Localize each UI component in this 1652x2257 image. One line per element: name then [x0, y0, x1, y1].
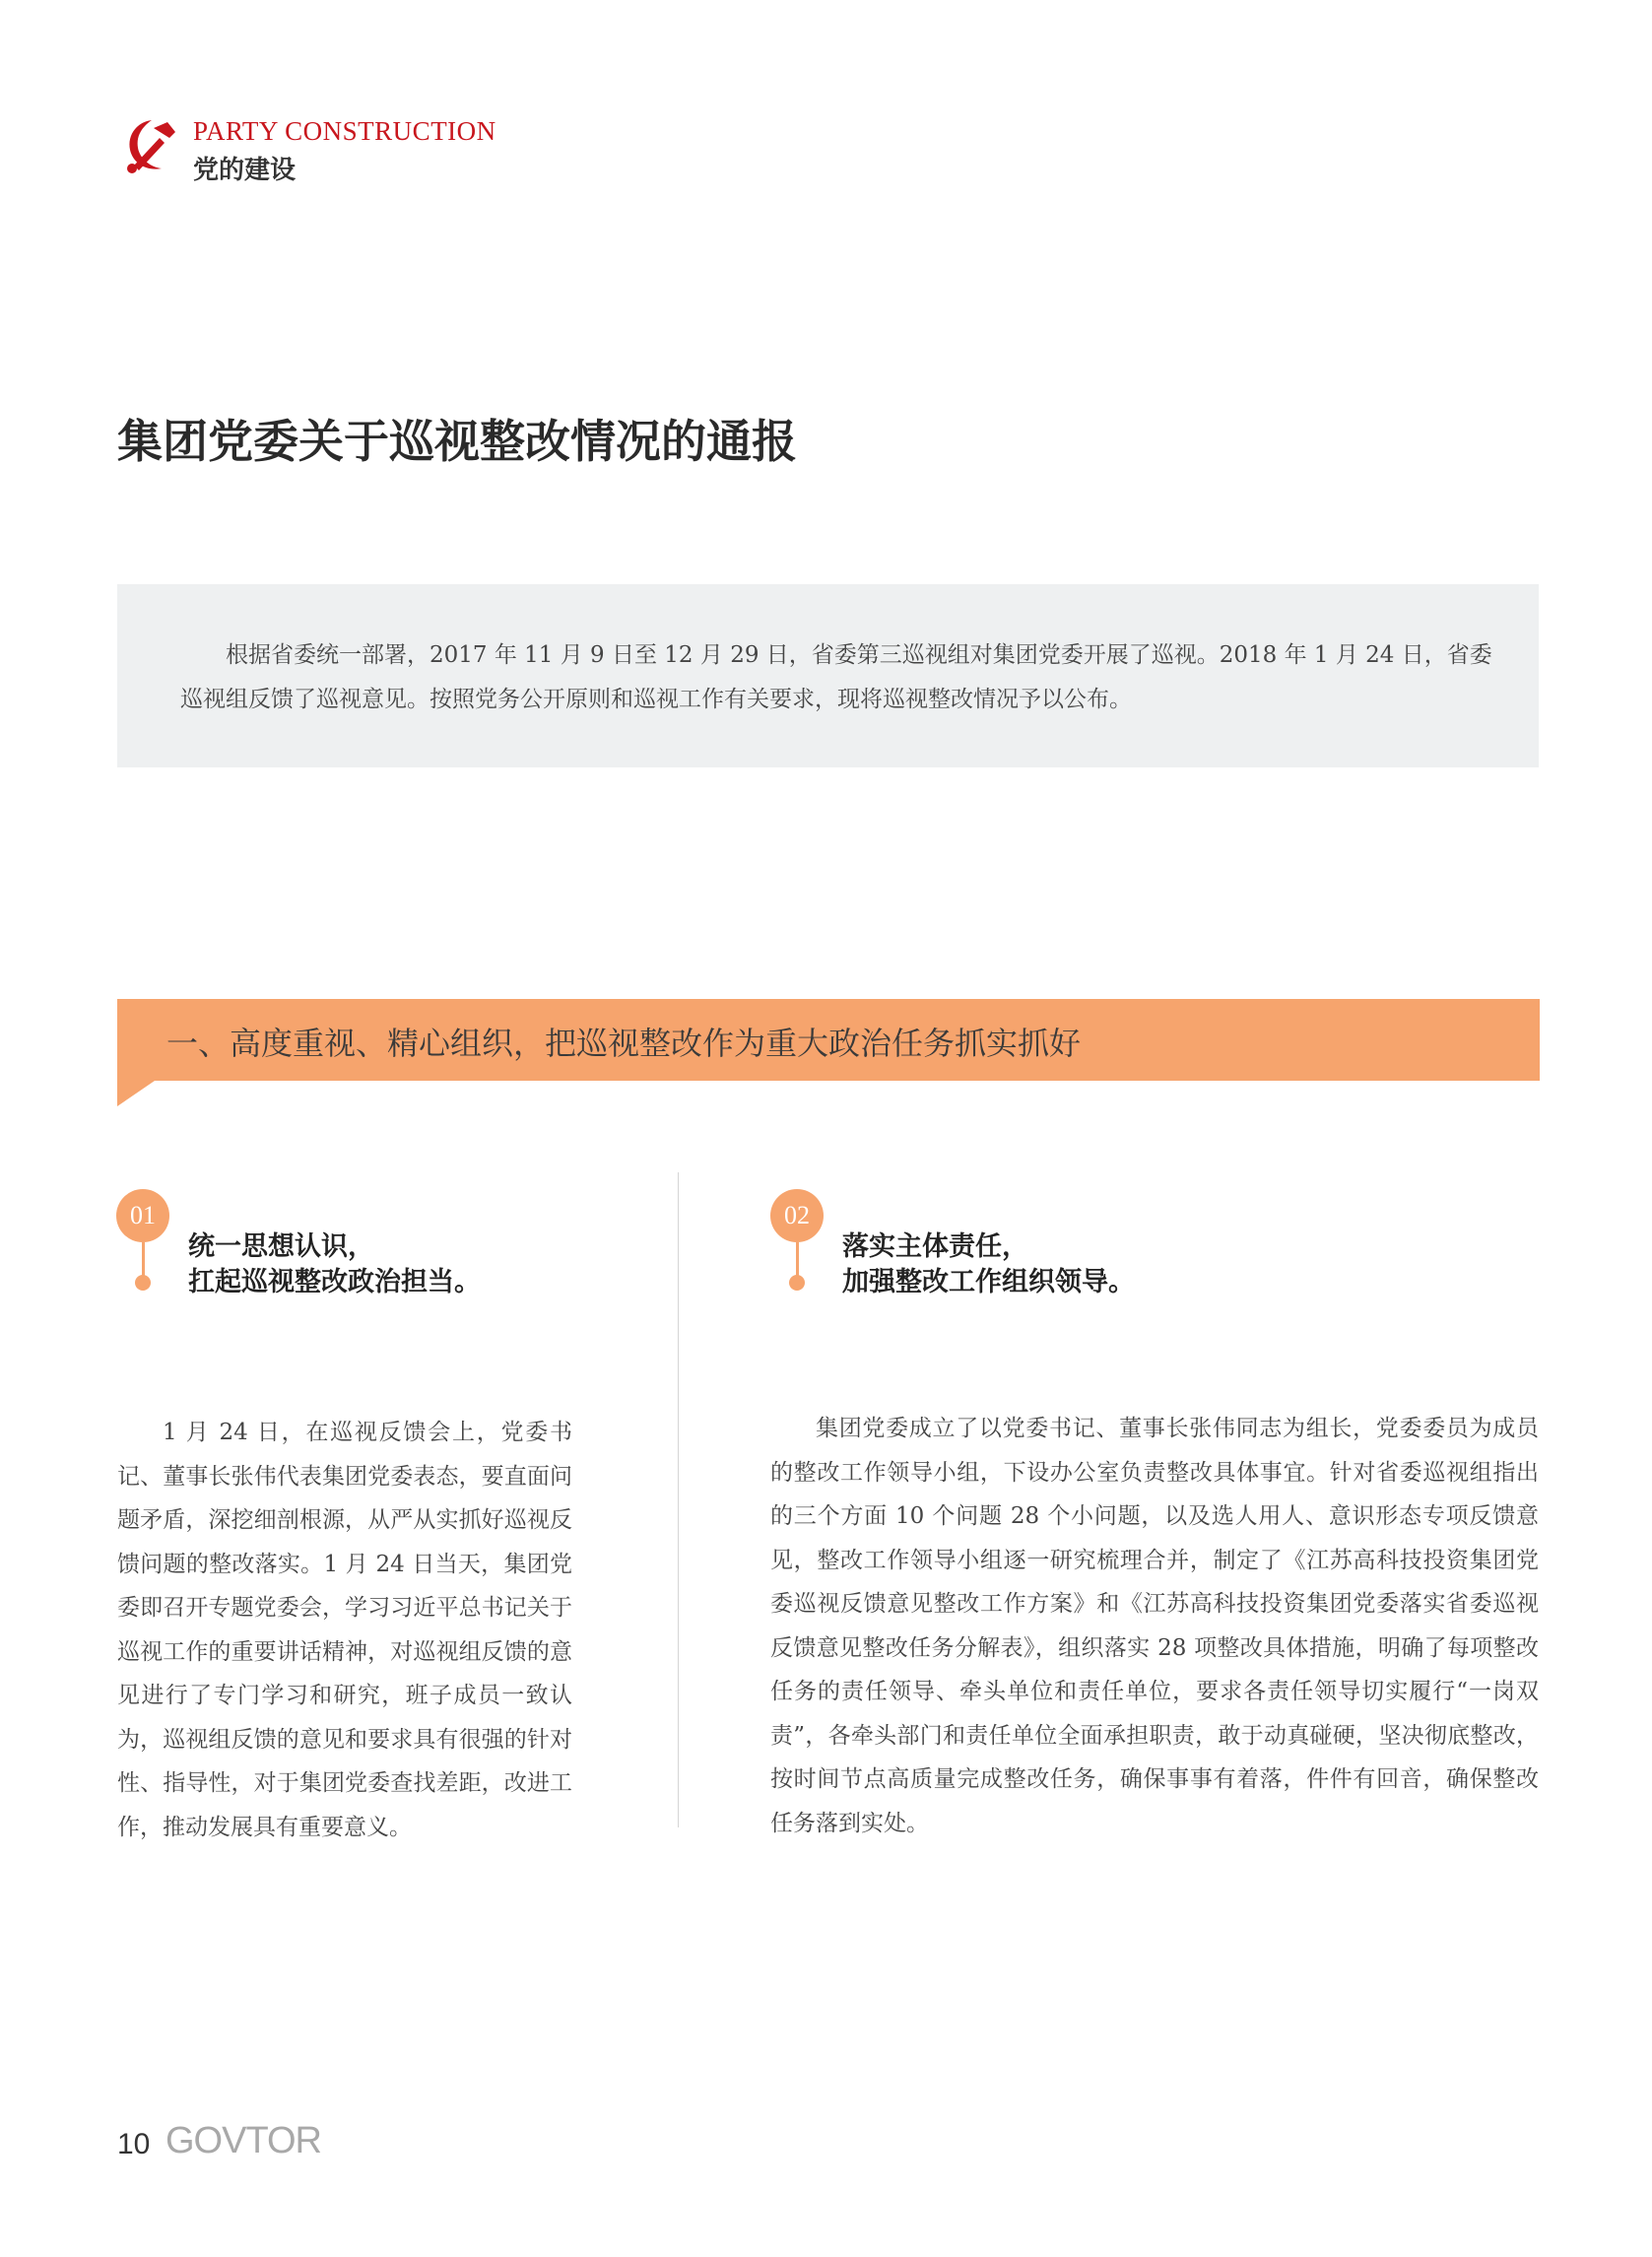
column-1-paragraph: 1 月 24 日，在巡视反馈会上，党委书记、董事长张伟代表集团党委表态，要直面问题矛盾，深挖细剖根源，从严从实抓好巡视反馈问题的整改落实。1 月 24 日当天，集团党委即召开专题党委会，学习习近平总书记关于巡视工作的重要讲话精神，对巡视组反馈的意见进行了专门学习和研究，班子成员一致认为，巡视组反馈的意见和要求具有很强的针对性、指导性，对于集团党委查找差距，改进工作，推动发展具有重要意义。 [117, 1420, 572, 1840]
badge-dot-1 [135, 1275, 151, 1291]
article-title: 集团党委关于巡视整改情况的通报 [117, 415, 797, 468]
intro-text: 根据省委统一部署，2017 年 11 月 9 日至 12 月 29 日，省委第三巡视组对集团党委开展了巡视。2018 年 1 月 24 日，省委巡视组反馈了巡视意见。按照党务公开原则和巡视工作有关要求，现将巡视整改情况予以公布。 [180, 642, 1492, 712]
subtitle-1 [188, 1229, 481, 1300]
item-number-badge-1: 01 [116, 1189, 169, 1242]
section-heading-tail [117, 1081, 155, 1106]
subtitle-1-line-2: 扛起巡视整改政治担当。 [188, 1267, 481, 1297]
subtitle-2 [842, 1229, 1135, 1300]
magazine-logo: GOVTOR [165, 2120, 321, 2161]
column-2-body [770, 1407, 1539, 1845]
hammer-sickle-icon [122, 114, 181, 175]
brand-chinese: 党的建设 [193, 156, 297, 185]
section-heading-bar [117, 999, 1540, 1081]
intro-box [117, 584, 1539, 767]
item-number-badge-2: 02 [770, 1189, 824, 1242]
subtitle-2-line-1: 落实主体责任， [842, 1231, 1028, 1262]
brand-english: PARTY CONSTRUCTION [193, 116, 496, 146]
section-heading: 一、高度重视、精心组织，把巡视整改作为重大政治任务抓实抓好 [166, 1025, 1082, 1062]
column-1-body [117, 1411, 572, 1849]
page-number: 10 [117, 2128, 151, 2160]
badge-dot-2 [789, 1275, 805, 1291]
column-2-paragraph: 集团党委成立了以党委书记、董事长张伟同志为组长，党委委员为成员的整改工作领导小组，下设办公室负责整改具体事宜。针对省委巡视组指出的三个方面 10 个问题 28 个小问题，以及选人用人、意识形态专项反馈意见，整改工作领导小组逐一研究梳理合并，制定了《江苏高科技投资集团党委巡视反馈意见整改工作方案》和《江苏高科技投资集团党委落实省委巡视反馈意见整改任务分解表》，组织落实 28 项整改具体措施，明确了每项整改任务的责任领导、牵头单位和责任单位，要求各责任领导切实履行“一岗双责”，各牵头部门和责任单位全面承担职责，敢于动真碰硬，坚决彻底整改，按时间节点高质量完成整改任务，确保事事有着落，件件有回音，确保整改任务落到实处。 [770, 1416, 1539, 1836]
subtitle-1-line-1: 统一思想认识， [188, 1231, 374, 1262]
subtitle-2-line-2: 加强整改工作组织领导。 [842, 1267, 1135, 1297]
column-divider [678, 1172, 679, 1827]
